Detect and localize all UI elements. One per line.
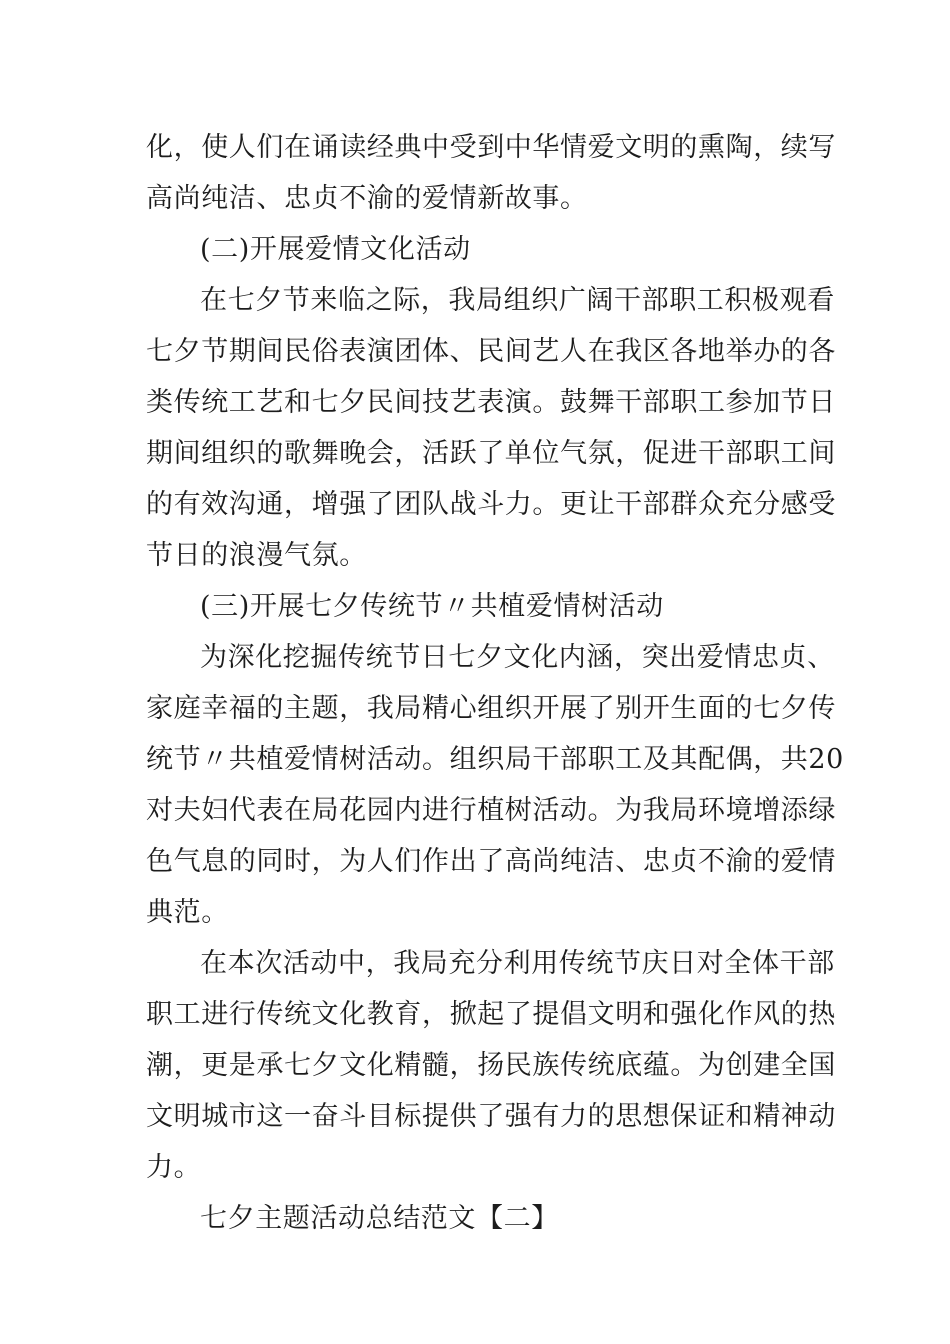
document-body (146, 122, 844, 1244)
text-line-15: 色气息的同时，为人们作出了高尚纯洁、忠贞不渝的爱情 (146, 846, 836, 877)
text-line-6: 类传统工艺和七夕民间技艺表演。鼓舞干部职工参加节日 (146, 387, 836, 418)
text-line-9: 节日的浪漫气氛。 (146, 540, 367, 571)
text-line-14: 对夫妇代表在局花园内进行植树活动。为我局环境增添绿 (146, 795, 836, 826)
text-line-1: 化，使人们在诵读经典中受到中华情爱文明的熏陶，续写 (146, 132, 836, 163)
text-line-4: 在七夕节来临之际，我局组织广阔干部职工积极观看 (200, 285, 835, 316)
section-heading-3: (三)开展七夕传统节〃共植爱情树活动 (200, 591, 664, 622)
text-line-7: 期间组织的歌舞晚会，活跃了单位气氛，促进干部职工间 (146, 438, 836, 469)
article-title: 七夕主题活动总结范文【二】 (200, 1203, 559, 1234)
text-line-13: 统节〃共植爱情树活动。组织局干部职工及其配偶，共20 (146, 744, 844, 775)
text-line-17: 在本次活动中，我局充分利用传统节庆日对全体干部 (200, 948, 835, 979)
text-line-5: 七夕节期间民俗表演团体、民间艺人在我区各地举办的各 (146, 336, 836, 367)
text-line-12: 家庭幸福的主题，我局精心组织开展了别开生面的七夕传 (146, 693, 836, 724)
text-line-20: 文明城市这一奋斗目标提供了强有力的思想保证和精神动 (146, 1101, 836, 1132)
text-line-16: 典范。 (146, 897, 229, 928)
text-line-2: 高尚纯洁、忠贞不渝的爱情新故事。 (146, 183, 588, 214)
text-line-18: 职工进行传统文化教育，掀起了提倡文明和强化作风的热 (146, 999, 836, 1030)
text-line-21: 力。 (146, 1152, 202, 1183)
text-line-19: 潮，更是承七夕文化精髓，扬民族传统底蕴。为创建全国 (146, 1050, 836, 1081)
text-line-11: 为深化挖掘传统节日七夕文化内涵，突出爱情忠贞、 (200, 642, 835, 673)
text-line-8: 的有效沟通，增强了团队战斗力。更让干部群众充分感受 (146, 489, 836, 520)
section-heading-2: (二)开展爱情文化活动 (200, 234, 471, 265)
